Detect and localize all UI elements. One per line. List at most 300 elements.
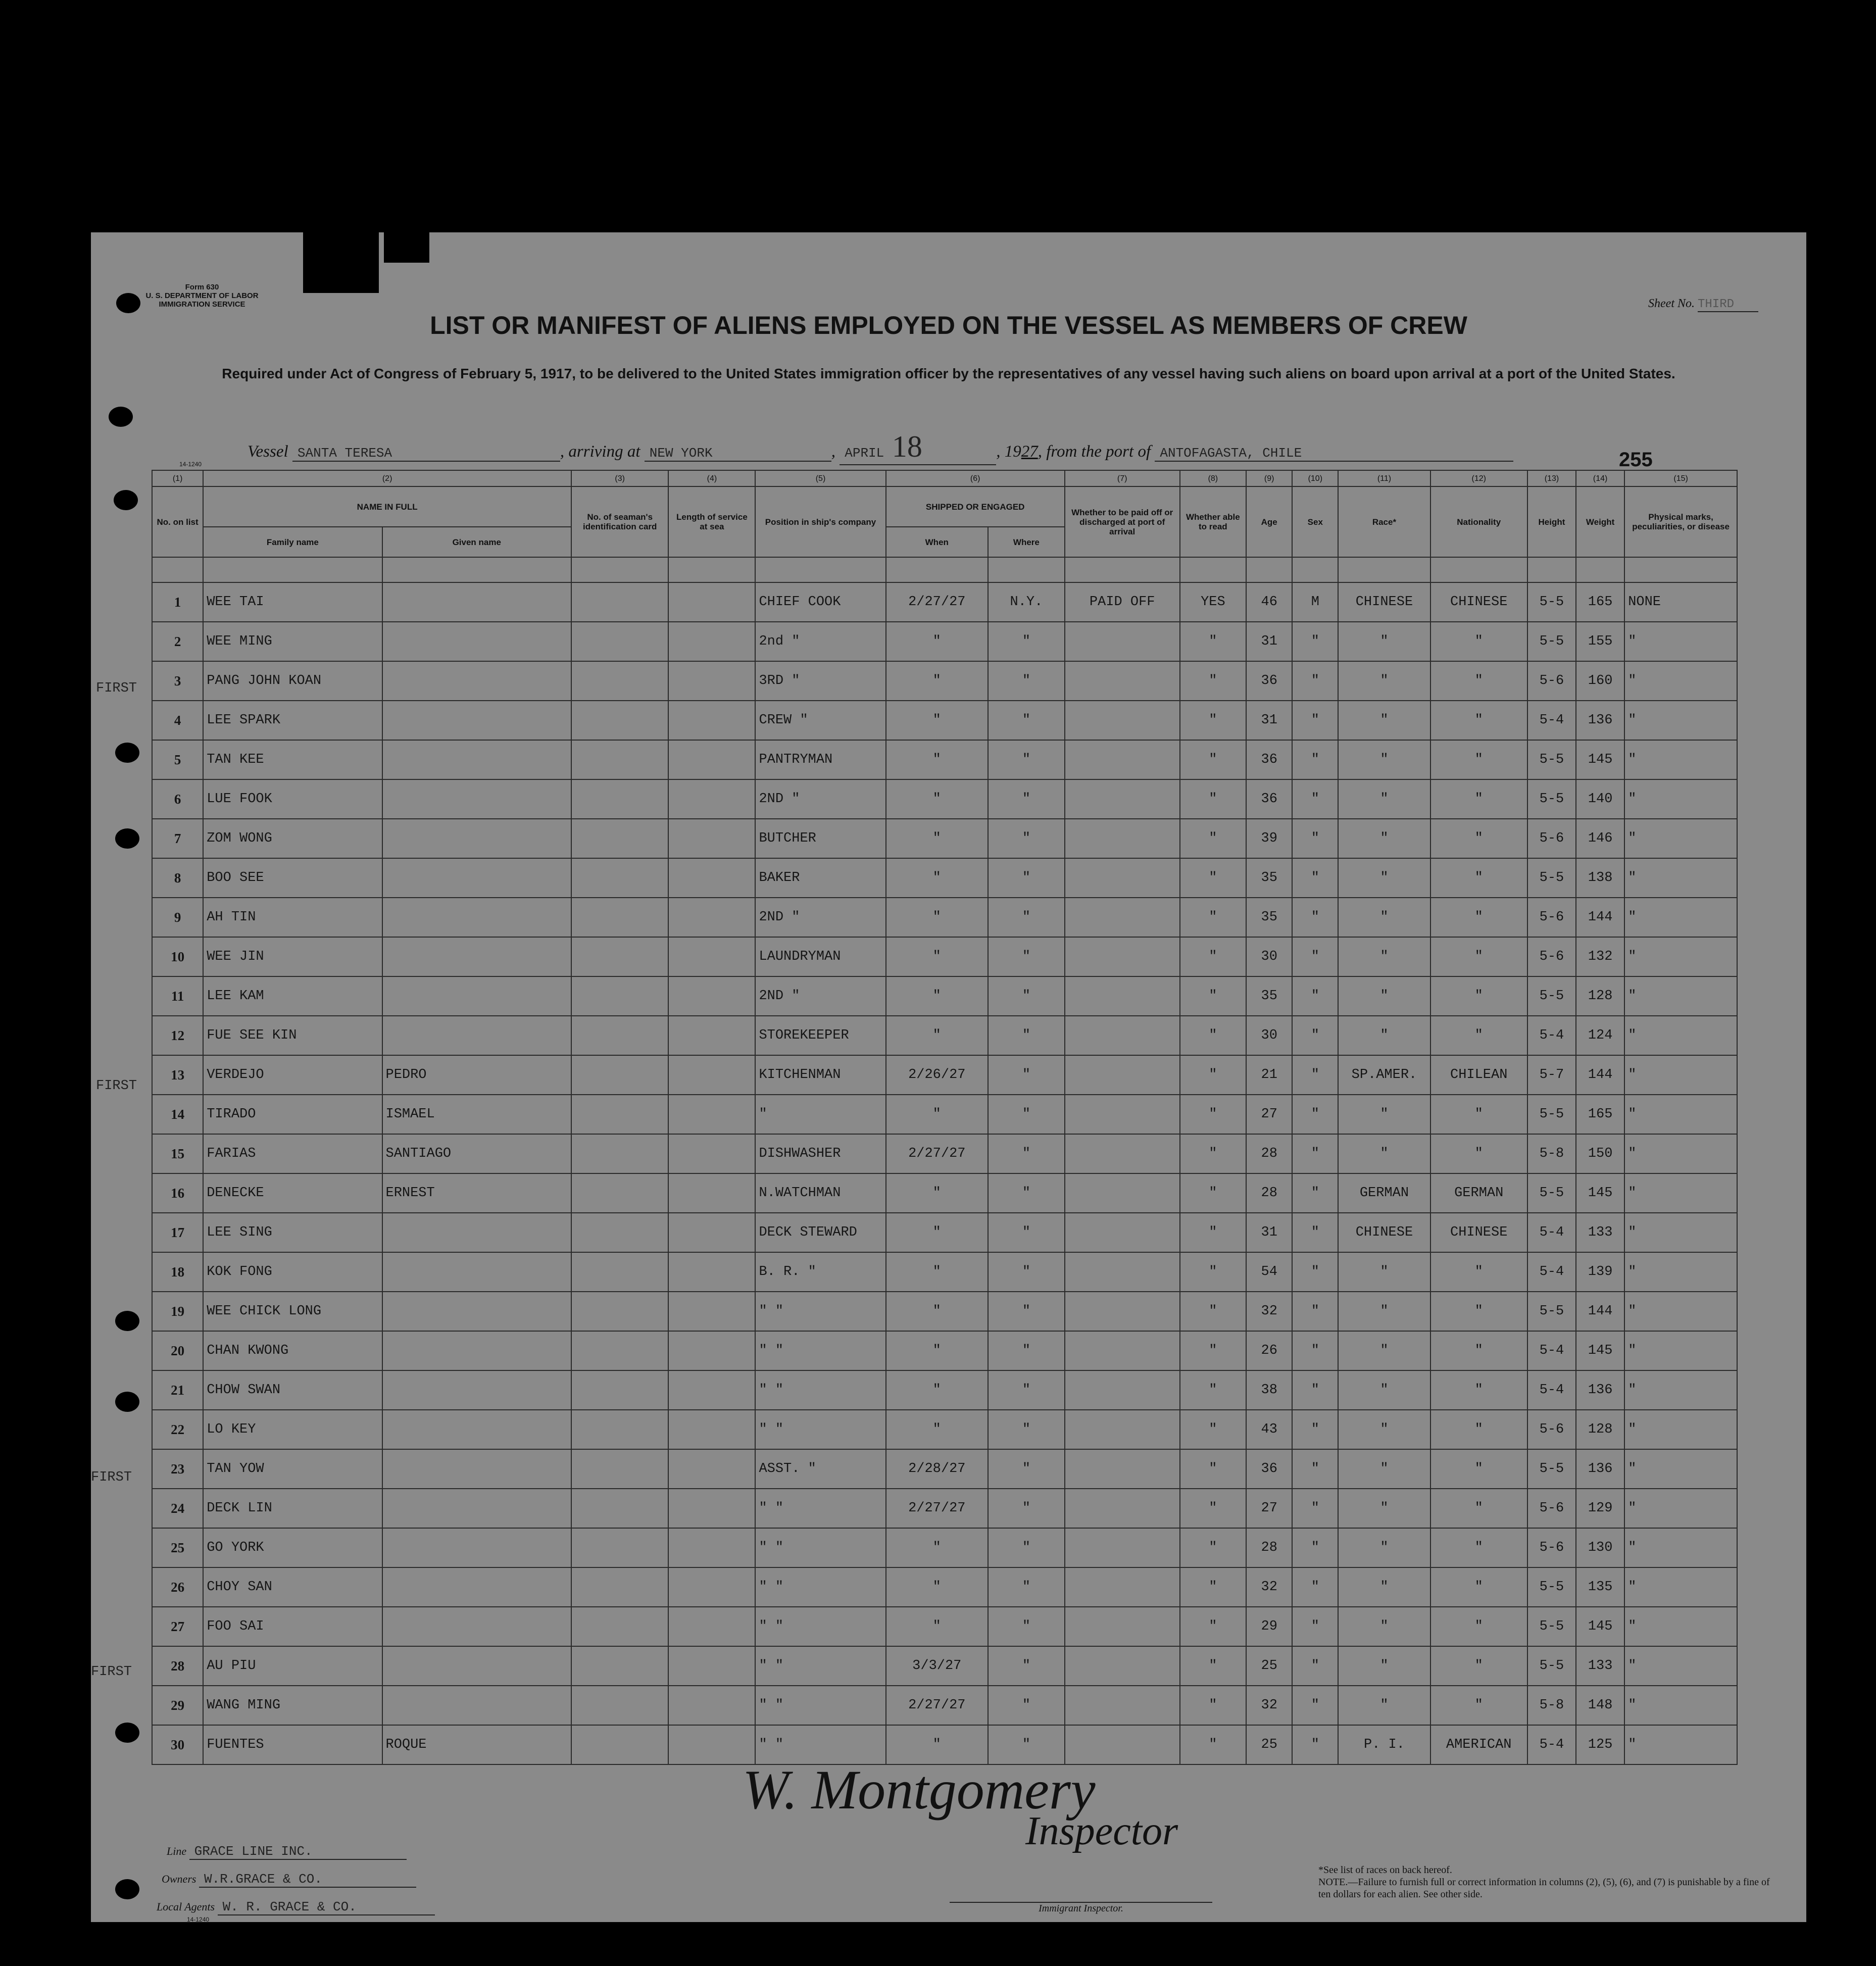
marks-cell: " [1624,1213,1737,1252]
height-cell: 5-4 [1527,1213,1576,1252]
length-service-cell [668,819,755,858]
shipped-when: " [886,1528,988,1567]
service-name: IMMIGRATION SERVICE [159,300,245,309]
punch-hole [115,1723,139,1743]
col-num: (12) [1430,470,1527,486]
sex-cell: " [1292,1016,1338,1055]
arriving-label: , arriving at [560,443,640,461]
id-card-cell [571,1095,668,1134]
sex-cell: " [1292,1489,1338,1528]
weight-cell: 129 [1576,1489,1624,1528]
shipped-when: " [886,937,988,976]
marks-cell: " [1624,701,1737,740]
marks-cell: " [1624,1016,1737,1055]
col-num: (13) [1527,470,1576,486]
weight-cell: 144 [1576,898,1624,937]
sheet-value: THIRD [1698,298,1758,312]
length-service-cell [668,1252,755,1292]
table-row [152,1646,1737,1686]
given-name [382,819,572,858]
nationality-cell: " [1430,1646,1527,1686]
crew-table [152,470,1738,1765]
weight-cell: 146 [1576,819,1624,858]
id-card-cell [571,1292,668,1331]
length-service-cell [668,1646,755,1686]
length-service-cell [668,1449,755,1489]
line-number: 1 [152,582,203,622]
paid-off-cell [1065,898,1180,937]
header-where: Where [988,527,1065,557]
year-label: , 19 [996,443,1021,461]
nationality-cell: " [1430,937,1527,976]
sex-cell: " [1292,1095,1338,1134]
given-name [382,1646,572,1686]
given-name [382,582,572,622]
shipped-when: " [886,1370,988,1410]
col-num: (11) [1338,470,1430,486]
paid-off-cell [1065,1095,1180,1134]
height-cell: 5-4 [1527,1016,1576,1055]
given-name [382,1410,572,1449]
footer-agents [157,1899,435,1915]
nationality-cell: " [1430,1016,1527,1055]
family-name: FUE SEE KIN [203,1016,382,1055]
height-cell: 5-5 [1527,622,1576,661]
marks-cell: " [1624,1646,1737,1686]
shipped-when: " [886,1725,988,1764]
sex-cell: " [1292,661,1338,701]
line-number: 14 [152,1095,203,1134]
sex-cell: " [1292,1370,1338,1410]
height-cell: 5-4 [1527,701,1576,740]
able-read-cell: " [1180,1646,1247,1686]
height-cell: 5-5 [1527,779,1576,819]
shipped-when: " [886,819,988,858]
height-cell: 5-8 [1527,1686,1576,1725]
given-name [382,976,572,1016]
sex-cell: M [1292,582,1338,622]
col-num: (3) [571,470,668,486]
position-cell: B. R. " [755,1252,885,1292]
line-number: 23 [152,1449,203,1489]
able-read-cell: " [1180,1016,1247,1055]
nationality-cell: " [1430,1410,1527,1449]
family-name: AH TIN [203,898,382,937]
position-cell: " " [755,1567,885,1607]
family-name: WANG MING [203,1686,382,1725]
able-read-cell: " [1180,1331,1247,1370]
race-cell: " [1338,1134,1430,1173]
line-number: 28 [152,1646,203,1686]
table-row [152,1686,1737,1725]
family-name: GO YORK [203,1528,382,1567]
family-name: PANG JOHN KOAN [203,661,382,701]
race-cell: " [1338,1449,1430,1489]
marks-cell: " [1624,779,1737,819]
race-cell: " [1338,1292,1430,1331]
document-title: LIST OR MANIFEST OF ALIENS EMPLOYED ON THE VESSEL AS MEMBERS OF CREW [430,311,1467,339]
age-cell: 31 [1246,701,1292,740]
col-num: (15) [1624,470,1737,486]
nationality-cell: " [1430,976,1527,1016]
age-cell: 30 [1246,937,1292,976]
nationality-cell: " [1430,1528,1527,1567]
age-cell: 30 [1246,1016,1292,1055]
class-mark: FIRST [96,1078,137,1094]
id-card-cell [571,1331,668,1370]
shipped-when: 2/26/27 [886,1055,988,1095]
given-name [382,779,572,819]
position-cell: CHIEF COOK [755,582,885,622]
paid-off-cell [1065,1016,1180,1055]
paid-off-cell [1065,1567,1180,1607]
height-cell: 5-5 [1527,858,1576,898]
line-number: 6 [152,779,203,819]
line-number: 3 [152,661,203,701]
position-cell: DECK STEWARD [755,1213,885,1252]
height-cell: 5-5 [1527,740,1576,779]
sex-cell: " [1292,779,1338,819]
shipped-where: " [988,1725,1065,1764]
line-number: 18 [152,1252,203,1292]
sex-cell: " [1292,1646,1338,1686]
height-cell: 5-6 [1527,898,1576,937]
inspector-signature: W. Montgomery [743,1759,1096,1821]
race-cell: " [1338,1252,1430,1292]
table-row [152,1292,1737,1331]
id-card-cell [571,1528,668,1567]
family-name: DENECKE [203,1173,382,1213]
shipped-when: " [886,701,988,740]
given-name [382,1252,572,1292]
marks-cell: " [1624,1252,1737,1292]
nationality-cell: " [1430,1686,1527,1725]
header-name-in-full: NAME IN FULL [203,486,571,527]
paid-off-cell [1065,1055,1180,1095]
weight-cell: 128 [1576,1410,1624,1449]
stamp-number: 255 [1619,449,1653,471]
id-card-cell [571,976,668,1016]
from-label: , from the port of [1038,443,1151,461]
race-cell: " [1338,1646,1430,1686]
form-number: Form 630 [185,283,219,291]
able-read-cell: " [1180,1252,1247,1292]
shipped-where: " [988,1567,1065,1607]
shipped-when: " [886,661,988,701]
line-number: 8 [152,858,203,898]
age-cell: 21 [1246,1055,1292,1095]
shipped-where: " [988,740,1065,779]
age-cell: 46 [1246,582,1292,622]
table-row [152,1489,1737,1528]
line-value: GRACE LINE INC. [189,1844,407,1860]
shipped-where: N.Y. [988,582,1065,622]
weight-cell: 144 [1576,1292,1624,1331]
sex-cell: " [1292,858,1338,898]
height-cell: 5-7 [1527,1055,1576,1095]
col-num: (2) [203,470,571,486]
table-row [152,1331,1737,1370]
height-cell: 5-5 [1527,1646,1576,1686]
departure-port: ANTOFAGASTA, CHILE [1155,446,1513,462]
race-cell: " [1338,740,1430,779]
family-name: CHAN KWONG [203,1331,382,1370]
line-number: 9 [152,898,203,937]
height-cell: 5-5 [1527,1607,1576,1646]
paid-off-cell: PAID OFF [1065,582,1180,622]
paid-off-cell [1065,1173,1180,1213]
length-service-cell [668,858,755,898]
nationality-cell: " [1430,1331,1527,1370]
age-cell: 36 [1246,779,1292,819]
race-cell: " [1338,976,1430,1016]
position-cell: N.WATCHMAN [755,1173,885,1213]
footer-line [167,1844,407,1860]
class-mark: FIRST [91,1470,132,1485]
family-name: TAN KEE [203,740,382,779]
marks-cell: " [1624,1725,1737,1764]
paid-off-cell [1065,976,1180,1016]
table-row [152,1213,1737,1252]
header-able-read: Whether able to read [1180,486,1247,557]
position-cell: 3RD " [755,661,885,701]
able-read-cell: " [1180,1095,1247,1134]
id-card-cell [571,1055,668,1095]
weight-cell: 165 [1576,582,1624,622]
race-cell: CHINESE [1338,582,1430,622]
id-card-cell [571,858,668,898]
family-name: TIRADO [203,1095,382,1134]
height-cell: 5-6 [1527,937,1576,976]
marks-cell: " [1624,1410,1737,1449]
age-cell: 28 [1246,1528,1292,1567]
race-note: *See list of races on back hereof. [1318,1864,1452,1876]
nationality-cell: " [1430,1607,1527,1646]
age-cell: 25 [1246,1725,1292,1764]
footer-form-code: 14-1240 [187,1916,210,1922]
weight-cell: 133 [1576,1646,1624,1686]
paid-off-cell [1065,819,1180,858]
race-cell: " [1338,622,1430,661]
vessel-line: Vessel SANTA TERESA , arriving at NEW YORK , APRIL 18 , 1927, from the port of ANTOFAGASTA, CHILE [248,429,1712,465]
header-height: Height [1527,486,1576,557]
race-cell: " [1338,1410,1430,1449]
shipped-when: 3/3/27 [886,1646,988,1686]
id-card-cell [571,819,668,858]
shipped-when: 2/27/27 [886,1134,988,1173]
height-cell: 5-5 [1527,1173,1576,1213]
sex-cell: " [1292,1410,1338,1449]
given-name [382,1016,572,1055]
able-read-cell: " [1180,976,1247,1016]
header-age: Age [1246,486,1292,557]
marks-cell: " [1624,898,1737,937]
given-name: ROQUE [382,1725,572,1764]
shipped-where: " [988,1252,1065,1292]
class-mark: FIRST [96,681,137,696]
id-card-cell [571,1173,668,1213]
nationality-cell: " [1430,1449,1527,1489]
crew-rows [152,557,1737,1764]
family-name: CHOY SAN [203,1567,382,1607]
marks-cell: " [1624,1134,1737,1173]
header-when: When [886,527,988,557]
weight-cell: 135 [1576,1567,1624,1607]
given-name [382,1607,572,1646]
race-cell: " [1338,1095,1430,1134]
table-row [152,779,1737,819]
age-cell: 36 [1246,1449,1292,1489]
header-row [152,486,1737,527]
inspector-line: Immigrant Inspector. [950,1902,1212,1914]
height-cell: 5-5 [1527,1449,1576,1489]
inspector-title-signature: Inspector [1025,1809,1178,1853]
table-row [152,976,1737,1016]
shipped-where: " [988,661,1065,701]
shipped-where: " [988,1055,1065,1095]
table-row [152,1055,1737,1095]
family-name: TAN YOW [203,1449,382,1489]
shipped-when: " [886,1292,988,1331]
length-service-cell [668,1331,755,1370]
line-number: 20 [152,1331,203,1370]
table-row [152,582,1737,622]
able-read-cell: " [1180,898,1247,937]
height-cell: 5-4 [1527,1252,1576,1292]
marks-cell: " [1624,740,1737,779]
weight-cell: 128 [1576,976,1624,1016]
length-service-cell [668,1292,755,1331]
line-number: 5 [152,740,203,779]
weight-cell: 139 [1576,1252,1624,1292]
id-card-cell [571,779,668,819]
paid-off-cell [1065,1646,1180,1686]
table-row [152,1567,1737,1607]
position-cell: ASST. " [755,1449,885,1489]
position-cell: STOREKEEPER [755,1016,885,1055]
id-card-cell [571,1016,668,1055]
shipped-where: " [988,1528,1065,1567]
shipped-where: " [988,858,1065,898]
vessel-label: Vessel [248,443,288,461]
marks-cell: " [1624,819,1737,858]
length-service-cell [668,1370,755,1410]
paid-off-cell [1065,1252,1180,1292]
family-name: WEE TAI [203,582,382,622]
paid-off-cell [1065,622,1180,661]
paid-off-cell [1065,661,1180,701]
header-weight: Weight [1576,486,1624,557]
able-read-cell: " [1180,779,1247,819]
shipped-when: " [886,858,988,898]
nationality-cell: " [1430,661,1527,701]
given-name [382,622,572,661]
given-name [382,858,572,898]
length-service-cell [668,1686,755,1725]
weight-cell: 140 [1576,779,1624,819]
line-number: 25 [152,1528,203,1567]
line-number: 12 [152,1016,203,1055]
form-identifier [126,283,278,309]
document-subtitle: Required under Act of Congress of February 5, 1917, to be delivered to the United States immigration officer by the representatives of any vessel having such aliens on board upon arrival at a port of the United States. [222,366,1675,381]
header-sex: Sex [1292,486,1338,557]
nationality-cell: " [1430,622,1527,661]
able-read-cell: " [1180,740,1247,779]
shipped-where: " [988,1095,1065,1134]
position-cell: 2nd " [755,622,885,661]
nationality-cell: " [1430,779,1527,819]
age-cell: 39 [1246,819,1292,858]
line-number: 13 [152,1055,203,1095]
position-cell: 2ND " [755,898,885,937]
paid-off-cell [1065,740,1180,779]
sex-cell: " [1292,1134,1338,1173]
sex-cell: " [1292,1567,1338,1607]
weight-cell: 155 [1576,622,1624,661]
line-number: 7 [152,819,203,858]
length-service-cell [668,582,755,622]
marks-cell: NONE [1624,582,1737,622]
col-num: (7) [1065,470,1180,486]
age-cell: 35 [1246,898,1292,937]
race-cell: " [1338,898,1430,937]
length-service-cell [668,1567,755,1607]
race-cell: " [1338,661,1430,701]
shipped-when: 2/27/27 [886,1686,988,1725]
punch-hole [114,490,138,510]
line-label: Line [167,1845,187,1857]
family-name: FUENTES [203,1725,382,1764]
height-cell: 5-6 [1527,1410,1576,1449]
family-name: LEE SPARK [203,701,382,740]
family-name: VERDEJO [203,1055,382,1095]
sex-cell: " [1292,1607,1338,1646]
position-cell: 2ND " [755,976,885,1016]
sex-cell: " [1292,740,1338,779]
able-read-cell: " [1180,1489,1247,1528]
position-cell: " " [755,1725,885,1764]
table-row [152,1016,1737,1055]
sex-cell: " [1292,976,1338,1016]
length-service-cell [668,701,755,740]
id-card-cell [571,1449,668,1489]
paid-off-cell [1065,1489,1180,1528]
age-cell: 28 [1246,1173,1292,1213]
able-read-cell: " [1180,622,1247,661]
race-cell: GERMAN [1338,1173,1430,1213]
length-service-cell [668,898,755,937]
position-cell: " " [755,1292,885,1331]
nationality-cell: " [1430,701,1527,740]
able-read-cell: " [1180,1528,1247,1567]
given-name [382,1331,572,1370]
nationality-cell: CHINESE [1430,1213,1527,1252]
given-name: ERNEST [382,1173,572,1213]
shipped-where: " [988,1213,1065,1252]
given-name [382,1686,572,1725]
height-cell: 5-6 [1527,1528,1576,1567]
marks-cell: " [1624,1567,1737,1607]
header-position: Position in ship's company [755,486,885,557]
punch-hole [115,1392,139,1412]
position-cell: " " [755,1528,885,1567]
position-cell: DISHWASHER [755,1134,885,1173]
id-card-cell [571,1607,668,1646]
paid-off-cell [1065,858,1180,898]
position-cell: " " [755,1607,885,1646]
id-card-cell [571,1725,668,1764]
table-row [152,1134,1737,1173]
